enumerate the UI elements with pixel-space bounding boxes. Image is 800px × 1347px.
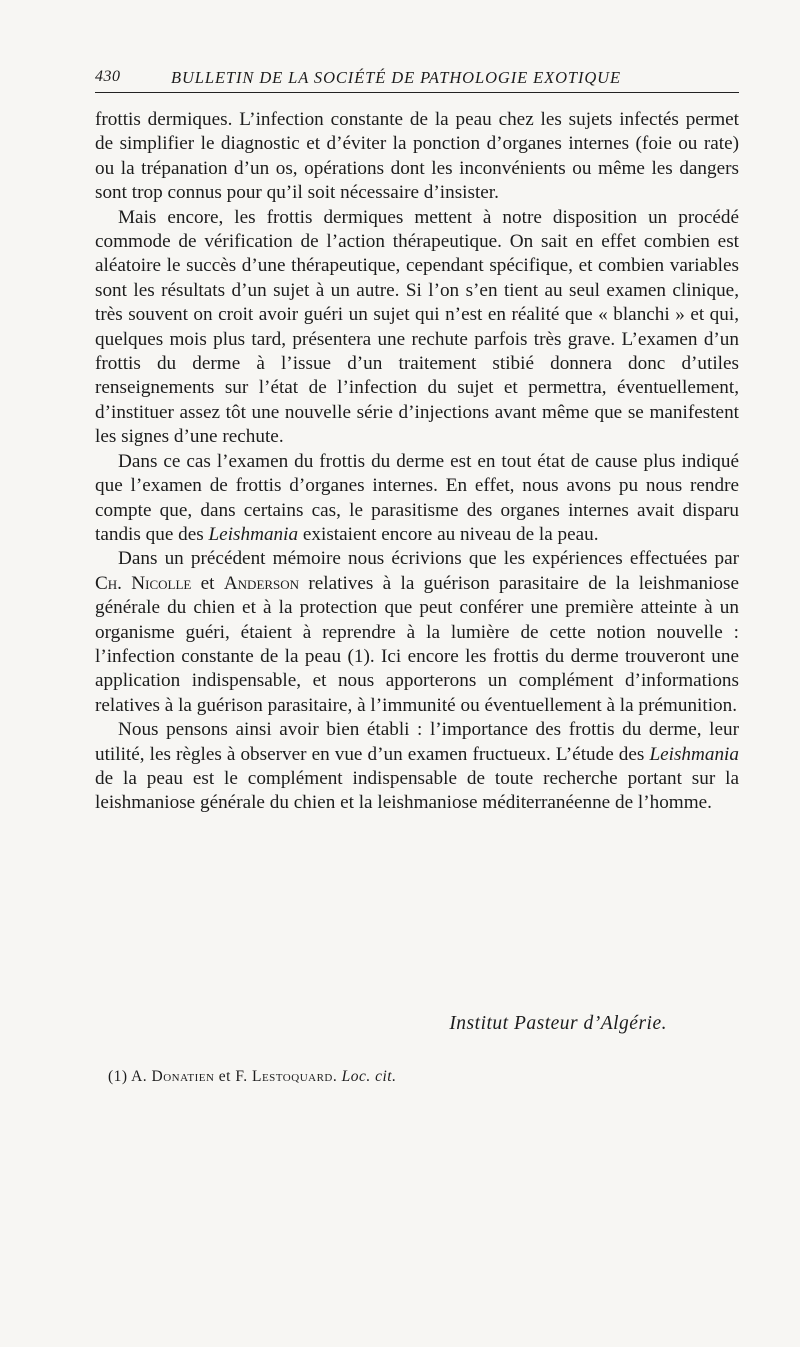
paragraph-3-text-b: existaient encore au niveau de la peau.: [298, 523, 599, 545]
paragraph-4-text-b: et: [191, 572, 224, 594]
running-head: BULLETIN DE LA SOCIÉTÉ DE PATHOLOGIE EXOTIQUE: [171, 68, 621, 87]
page-number: 430: [95, 68, 121, 85]
footnote-text: et F.: [214, 1068, 252, 1085]
paragraph-3-text-a: Dans ce cas l’examen du frottis du derme est en tout état de cause plus indiqué que l’examen de frottis d’organes internes. En effet, nous avons pu nous rendre compte que, dans certains cas, le parasitisme des organes internes avait disparu tandis que des: [95, 450, 739, 545]
paragraph-4-text-c: relatives à la guérison parasitaire de la leishmaniose générale du chien et à la protection que peut conférer une première atteinte à un organisme guéri, étaient à reprendre à la lumière de cette notion nouvelle : l’infection constante de la peau (1). Ici encore les frottis du derme trouveront une application indispensable, et nous apporterons un complément d’informations relatives à la guérison parasitaire, à l’immunité ou éventuellement à la prémunition.: [95, 572, 739, 716]
footnote-marker: (1): [108, 1068, 128, 1085]
footnote-author: Lestoquard: [251, 1068, 333, 1085]
author-name: Ch. Nicolle: [95, 572, 192, 594]
paragraph-4: [95, 547, 739, 718]
footnote-text: .: [332, 1068, 342, 1085]
institution-signature: Institut Pasteur d’Algérie.: [449, 1013, 667, 1034]
page-header: [95, 66, 739, 93]
genus-name-italic: Leishmania: [649, 743, 739, 765]
footnote: [108, 1068, 397, 1086]
paragraph-3: [95, 450, 739, 548]
author-name: Anderson: [223, 572, 300, 594]
paragraph-1: frottis dermiques. L’infection constante de la peau chez les sujets infectés permet de simplifier le diagnostic et d’éviter la ponction d’organes internes (foie ou rate) ou la trépanation d’un os, opérations dont les inconvénients ou même les dangers sont trop connus pour qu’il soit nécessaire d’insister.: [95, 109, 739, 204]
paragraph-5-text-b: de la peau est le complément indispensable de toute recherche portant sur la leishmaniose générale du chien et la leishmaniose méditerranéenne de l’homme.: [95, 767, 739, 814]
footnote-author: Donatien: [151, 1068, 215, 1085]
paragraph-5: [95, 718, 739, 816]
article-body: [95, 108, 739, 816]
footnote-text: A.: [127, 1068, 152, 1085]
genus-name-italic: Leishmania: [208, 523, 299, 545]
paragraph-4-text-a: Dans un précédent mémoire nous écrivions que les expériences effectuées par: [118, 548, 739, 570]
paragraph-2: Mais encore, les frottis dermiques mettent à notre disposition un procédé commode de vérification de l’action thérapeutique. On sait en effet combien est aléatoire le succès d’une thérapeutique, cependant spécifique, et combien variables sont les résultats d’un sujet à un autre. Si l’on s’en tient au seul examen clinique, très souvent on croit avoir guéri un sujet qui n’est en réalité que « blanchi » et qui, quelques mois plus tard, présentera une rechute parfois très grave. L’examen d’un frottis du derme à l’issue d’un traitement stibié donnera donc d’utiles renseignements sur l’état de l’infection du sujet et permettra, éventuellement, d’instituer assez tôt une nouvelle série d’injections avant même que se manifestent les signes d’une rechute.: [95, 206, 739, 448]
footnote-citation-italic: Loc. cit.: [341, 1068, 397, 1085]
paragraph-5-text-a: Nous pensons ainsi avoir bien établi : l’importance des frottis du derme, leur utilité, les règles à observer en vue d’un examen fructueux. L’étude des: [95, 719, 739, 765]
